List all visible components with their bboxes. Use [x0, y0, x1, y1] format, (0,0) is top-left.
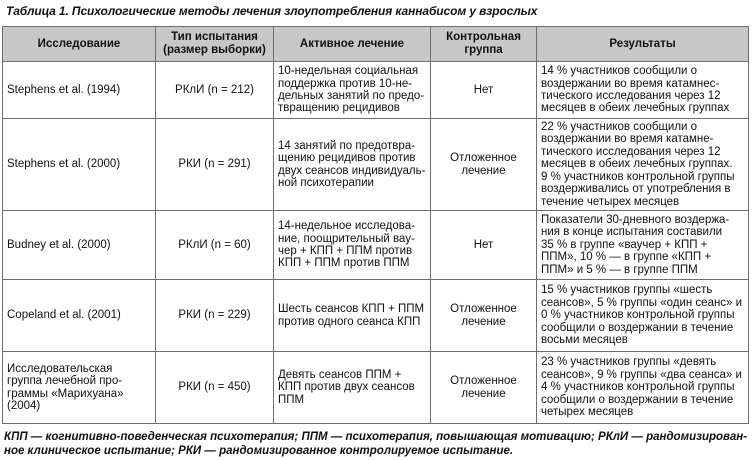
header-trial-type: Тип испытания (размер выборки) [156, 27, 274, 62]
cell-trial-type: РКлИ (n = 60) [156, 211, 274, 280]
cell-study: Budney et al. (2000) [3, 211, 156, 280]
table-header-row [3, 27, 749, 62]
cell-results: 22 % участников сообщили о воздержании во время катамне- тического исследования через 12 месяцев в обеих лечебных группах. 9 % участников контрольной группы воздерживались от употребления в течение четырех месяцев [537, 119, 749, 211]
header-control-group: Контрольная группа [431, 27, 537, 62]
cell-results: 15 % участников группы «шесть сеансов», 5 % группы «один сеанс» и 0 % участников контрольной группы сообщили о воздержании в течение восьми месяцев [537, 280, 749, 352]
table-row [3, 119, 749, 211]
header-study: Исследование [3, 27, 156, 62]
cell-active-treatment: Шесть сеансов КПП + ППМ против одного сеанса КПП [274, 280, 431, 352]
table-row [3, 352, 749, 424]
table-row [3, 280, 749, 352]
cell-trial-type: РКИ (n = 229) [156, 280, 274, 352]
cell-study: Stephens et al. (1994) [3, 62, 156, 119]
cell-trial-type: РКИ (n = 450) [156, 352, 274, 424]
cell-study: Stephens et al. (2000) [3, 119, 156, 211]
cell-control-group: Нет [431, 211, 537, 280]
table-footnote: КПП — когнитивно-поведенческая психотерапия; ППМ — психотерапия, повышающая мотивацию; РКлИ — рандомизирован- ное клиническое испытание; РКИ — рандомизированное контролируемое испытание. [4, 431, 748, 457]
cell-study: Исследовательская группа лечебной про- граммы «Марихуана» (2004) [3, 352, 156, 424]
cell-control-group: Отложенное лечение [431, 352, 537, 424]
header-results: Результаты [537, 27, 749, 62]
cell-results: 14 % участников сообщили о воздержании во время катамнес- тического исследования через 12 месяцев в обеих лечебных группах [537, 62, 749, 119]
table-row [3, 62, 749, 119]
cell-control-group: Нет [431, 62, 537, 119]
results-table [2, 26, 749, 424]
cell-control-group: Отложенное лечение [431, 119, 537, 211]
cell-trial-type: РКлИ (n = 212) [156, 62, 274, 119]
cell-study: Copeland et al. (2001) [3, 280, 156, 352]
cell-trial-type: РКИ (n = 291) [156, 119, 274, 211]
cell-results: Показатели 30-дневного воздержа- ния в конце испытания составили 35 % в группе «ваучер + КПП + ППМ», 10 % — в группе «КПП + ППМ» и 5 % — в группе ППМ [537, 211, 749, 280]
table-row [3, 211, 749, 280]
cell-active-treatment: 14 занятий по предотвра- щению рецидивов против двух сеансов индивидуаль- ной психотерапии [274, 119, 431, 211]
cell-active-treatment: 10-недельная социальная поддержка против 10-не- дельных занятий по предо- твращению рецидивов [274, 62, 431, 119]
cell-active-treatment: Девять сеансов ППМ + КПП против двух сеансов ППМ [274, 352, 431, 424]
cell-control-group: Отложенное лечение [431, 280, 537, 352]
header-active-treatment: Активное лечение [274, 27, 431, 62]
cell-results: 23 % участников группы «девять сеансов», 9 % группы «два сеанса» и 4 % участников контрольной группы сообщили о воздержании в течение четырех месяцев [537, 352, 749, 424]
cell-active-treatment: 14-недельное исследова- ние, поощрительный вау- чер + КПП + ППМ против КПП + ППМ против ППМ [274, 211, 431, 280]
table-caption: Таблица 1. Психологические методы лечения злоупотребления каннабисом у взрослых [6, 4, 538, 18]
